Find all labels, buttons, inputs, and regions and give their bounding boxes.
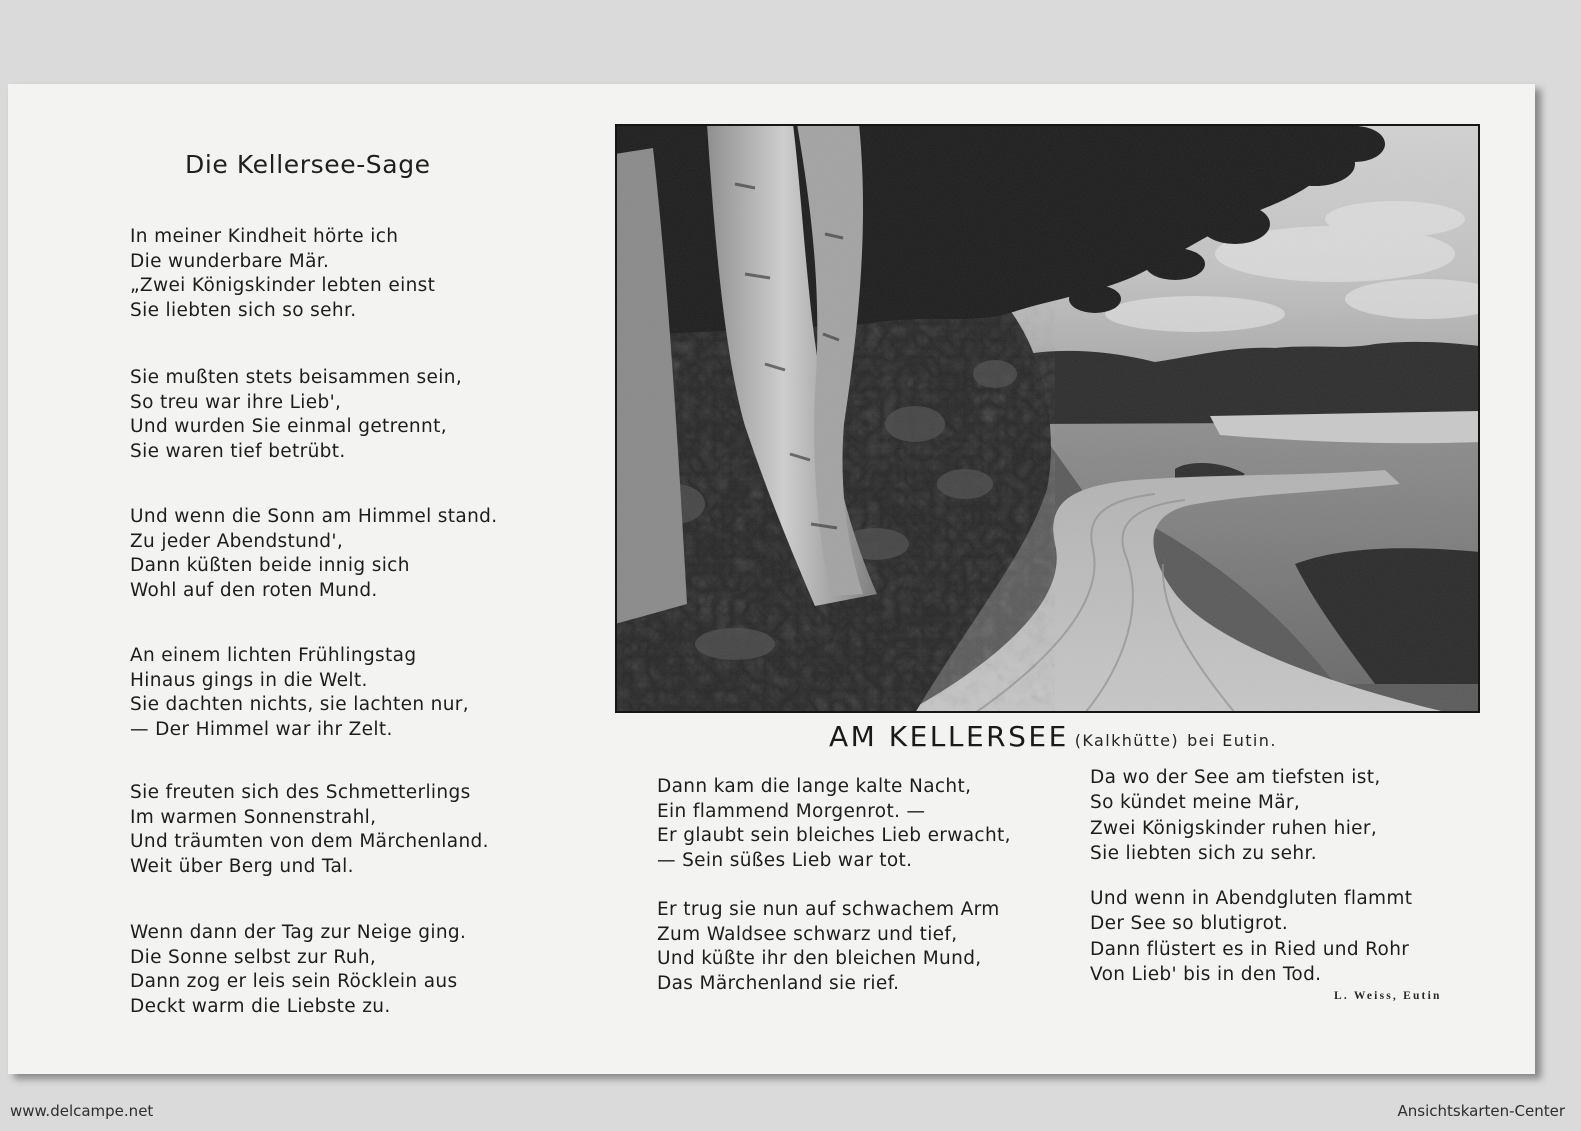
poem-line: Sie waren tief betrübt. — [130, 440, 346, 462]
poem-line: Zwei Königskinder ruhen hier, — [1090, 817, 1378, 839]
photo-grain — [615, 124, 1480, 713]
poem-line: So treu war ihre Lieb', — [130, 391, 342, 413]
poem-line: „Zwei Königskinder lebten einst — [130, 275, 436, 297]
middle-stanza-2 — [657, 898, 1000, 996]
left-stanza-1 — [130, 225, 435, 323]
poem-line: Er trug sie nun auf schwachem Arm — [657, 899, 1000, 920]
caption-place: AM KELLERSEE — [829, 720, 1069, 753]
left-stanza-2 — [130, 366, 462, 464]
poem-line: Sie liebten sich so sehr. — [130, 299, 357, 321]
poem-line: Und wenn die Sonn am Himmel stand. — [130, 506, 498, 527]
poem-line: Dann küßten beide innig sich — [130, 555, 410, 577]
poem-line: Er glaubt sein bleiches Lieb erwacht, — [657, 825, 1011, 847]
poem-line: Das Märchenland sie rief. — [657, 972, 900, 994]
poem-line: Sie mußten stets beisammen sein, — [130, 367, 463, 388]
watermark-right: Ansichtskarten-Center — [1397, 1102, 1565, 1120]
poem-line: — Sein süßes Lieb war tot. — [657, 849, 913, 871]
poem-line: Und träumten von dem Märchenland. — [130, 831, 489, 853]
caption-detail: (Kalkhütte) — [1074, 731, 1180, 750]
right-stanza-2 — [1090, 886, 1412, 987]
poem-line: Ein flammend Morgenrot. — — [657, 800, 926, 822]
poem-line: Der See so blutigrot. — [1090, 913, 1289, 935]
landscape-photo — [615, 124, 1480, 713]
poem-line: Im warmen Sonnenstrahl, — [130, 806, 377, 828]
author-signature: L. Weiss, Eutin — [1334, 990, 1442, 1002]
poem-line: Und wurden Sie einmal getrennt, — [130, 416, 447, 438]
poem-line: — Der Himmel war ihr Zelt. — [130, 718, 393, 740]
caption-location: bei Eutin. — [1187, 731, 1277, 750]
photo-caption — [829, 720, 1277, 753]
poem-line: Von Lieb' bis in den Tod. — [1090, 963, 1322, 985]
poem-line: Hinaus gings in die Welt. — [130, 669, 368, 691]
poem-line: Wenn dann der Tag zur Neige ging. — [130, 922, 467, 943]
poem-line: Dann flüstert es in Ried und Rohr — [1090, 938, 1410, 960]
left-stanza-3 — [130, 505, 497, 603]
poem-line: Sie dachten nichts, sie lachten nur, — [130, 694, 469, 716]
left-stanza-5 — [130, 781, 489, 879]
poem-line: Sie liebten sich zu sehr. — [1090, 842, 1317, 864]
poem-line: Da wo der See am tiefsten ist, — [1090, 767, 1381, 788]
watermark-left: www.delcampe.net — [10, 1102, 154, 1120]
poem-line: Die wunderbare Mär. — [130, 250, 330, 272]
poem-line: Die Sonne selbst zur Ruh, — [130, 946, 377, 968]
left-stanza-4 — [130, 644, 469, 742]
poem-line: Und wenn in Abendgluten flammt — [1090, 888, 1413, 909]
poem-line: Zum Waldsee schwarz und tief, — [657, 923, 958, 945]
poem-line: Deckt warm die Liebste zu. — [130, 995, 391, 1017]
poem-line: Dann zog er leis sein Röcklein aus — [130, 971, 458, 993]
poem-title: Die Kellersee-Sage — [185, 150, 431, 179]
poem-line: Wohl auf den roten Mund. — [130, 579, 378, 601]
poem-line: An einem lichten Frühlingstag — [130, 645, 417, 666]
middle-stanza-1 — [657, 775, 1011, 873]
poem-line: Zu jeder Abendstund', — [130, 530, 344, 552]
poem-line: Sie freuten sich des Schmetterlings — [130, 782, 471, 803]
poem-line: Dann kam die lange kalte Nacht, — [657, 776, 972, 797]
poem-line: In meiner Kindheit hörte ich — [130, 226, 399, 247]
left-stanza-6 — [130, 921, 466, 1019]
right-stanza-1 — [1090, 765, 1381, 866]
poem-line: Weit über Berg und Tal. — [130, 855, 354, 877]
poem-line: Und küßte ihr den bleichen Mund, — [657, 948, 982, 970]
poem-line: So kündet meine Mär, — [1090, 792, 1301, 814]
postcard — [8, 84, 1535, 1074]
